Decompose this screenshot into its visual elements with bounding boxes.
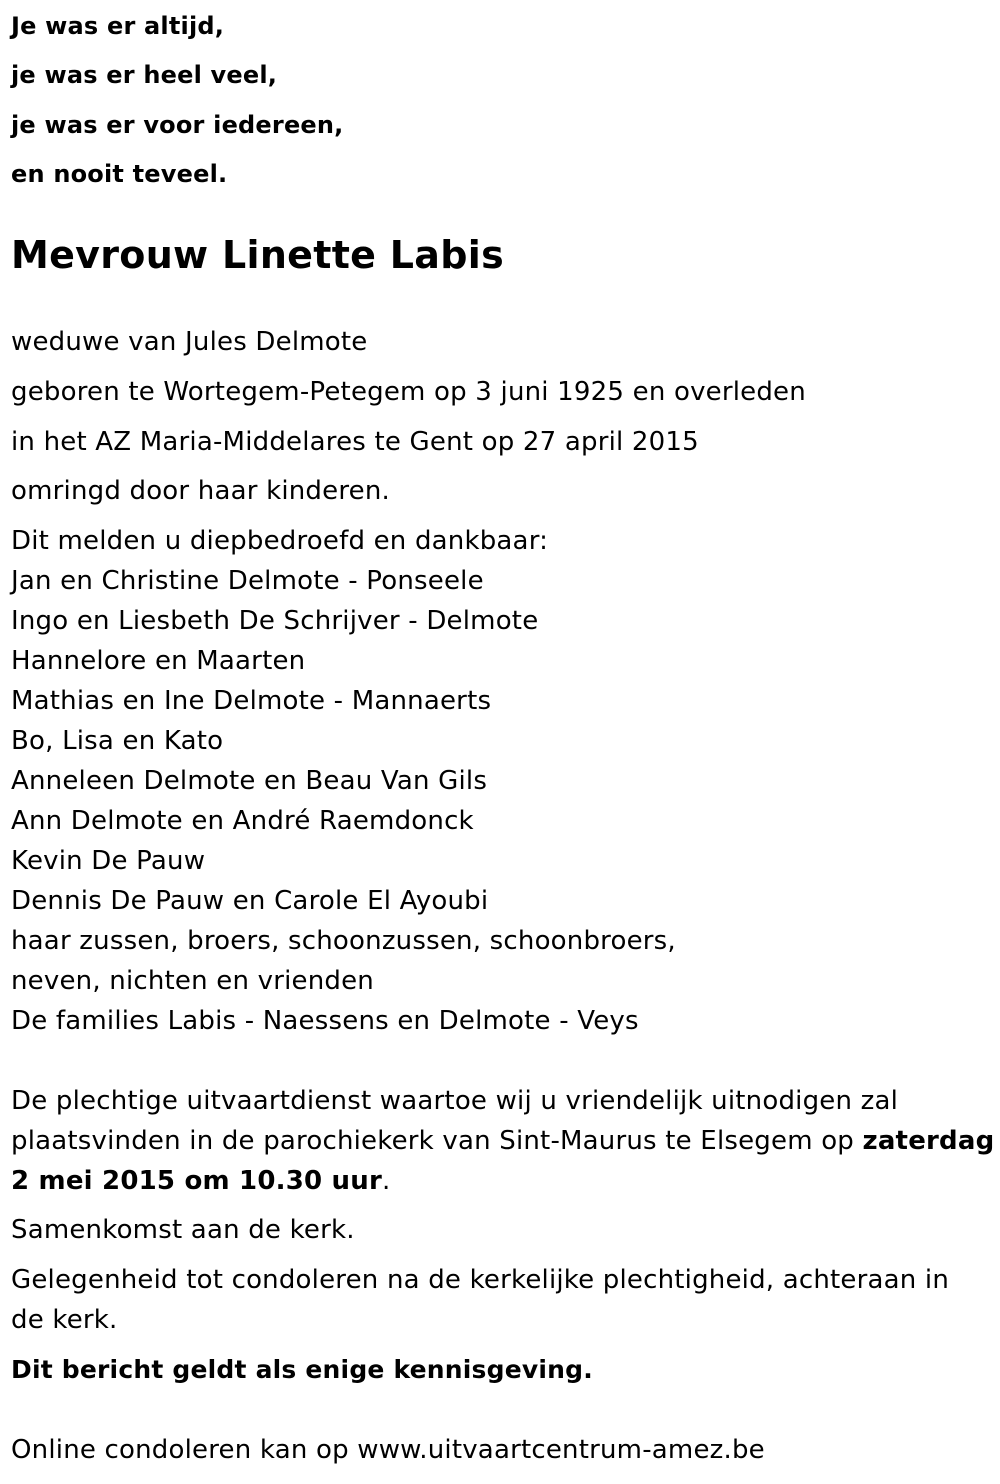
service-period: . — [382, 1166, 391, 1196]
announcer-name: De families Labis - Naessens en Delmote - Veys — [11, 1006, 639, 1036]
announcer-name: haar zussen, broers, schoonzussen, schoonbroers, — [11, 926, 676, 956]
bio-line-4: omringd door haar kinderen. — [11, 476, 390, 506]
service-location: plaatsvinden in de parochiekerk van Sint-Maurus te Elsegem op — [11, 1126, 863, 1156]
announcer-name: Ingo en Liesbeth De Schrijver - Delmote — [11, 606, 539, 636]
announcer-name: Jan en Christine Delmote - Ponseele — [11, 566, 484, 596]
announcers-intro: Dit melden u diepbedroefd en dankbaar: — [11, 526, 549, 556]
poem-line-1: Je was er altijd, — [11, 12, 225, 40]
notice-text: Dit bericht geldt als enige kennisgeving. — [11, 1355, 593, 1384]
service-day: zaterdag — [862, 1126, 995, 1156]
announcer-name: Kevin De Pauw — [11, 846, 206, 876]
announcer-name: neven, nichten en vrienden — [11, 966, 374, 996]
announcer-name: Mathias en Ine Delmote - Mannaerts — [11, 686, 492, 716]
announcer-name: Ann Delmote en André Raemdonck — [11, 806, 474, 836]
service-datetime: 2 mei 2015 om 10.30 uur — [11, 1166, 382, 1196]
condolence-line-1: Gelegenheid tot condoleren na de kerkelijke plechtigheid, achteraan in — [11, 1265, 950, 1295]
service-line-2 — [11, 1125, 994, 1157]
service-line-3 — [11, 1165, 390, 1197]
announcer-name: Anneleen Delmote en Beau Van Gils — [11, 766, 488, 796]
deceased-name: Mevrouw Linette Labis — [11, 233, 504, 277]
poem-line-4: en nooit teveel. — [11, 160, 228, 188]
gathering-text: Samenkomst aan de kerk. — [11, 1215, 355, 1245]
poem-line-3: je was er voor iedereen, — [11, 111, 344, 139]
condolence-line-2: de kerk. — [11, 1305, 118, 1335]
poem-line-2: je was er heel veel, — [11, 61, 278, 89]
announcer-name: Hannelore en Maarten — [11, 646, 306, 676]
service-line-1: De plechtige uitvaartdienst waartoe wij u vriendelijk uitnodigen zal — [11, 1086, 899, 1116]
announcer-name: Bo, Lisa en Kato — [11, 726, 224, 756]
online-condolence-text: Online condoleren kan op www.uitvaartcentrum-amez.be — [11, 1435, 765, 1465]
bio-line-1: weduwe van Jules Delmote — [11, 327, 368, 357]
bio-line-3: in het AZ Maria-Middelares te Gent op 27 april 2015 — [11, 427, 699, 457]
bio-line-2: geboren te Wortegem-Petegem op 3 juni 1925 en overleden — [11, 377, 806, 407]
announcer-name: Dennis De Pauw en Carole El Ayoubi — [11, 886, 489, 916]
